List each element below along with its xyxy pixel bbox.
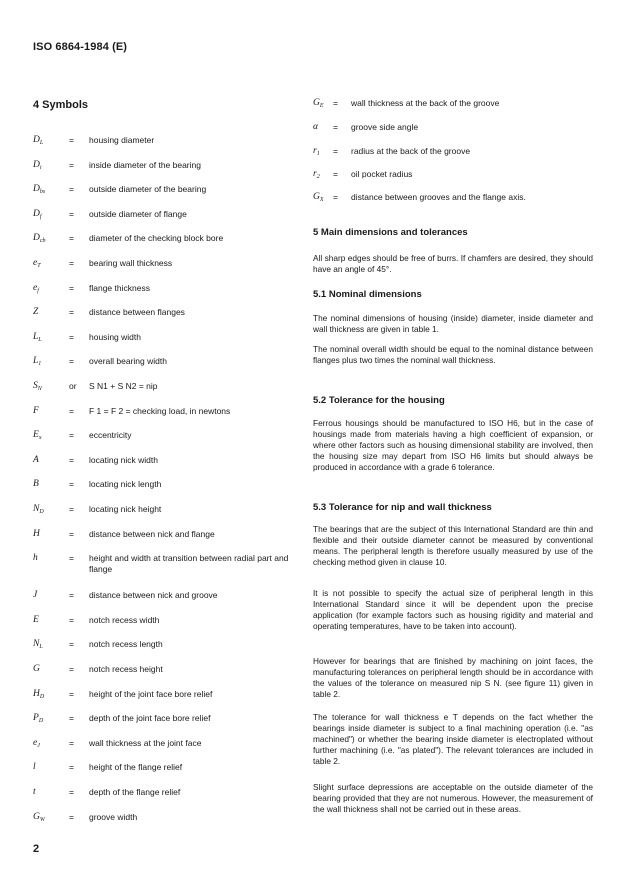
symbol — [33, 787, 67, 798]
symbol-description: height of the flange relief — [89, 762, 183, 773]
symbol-subscript: L — [38, 336, 42, 343]
symbol-subscript: 2 — [316, 174, 320, 180]
symbol-letter: H — [33, 528, 40, 539]
symbol-letter: L — [33, 356, 39, 367]
equals-sign: = — [69, 688, 74, 699]
symbol-description: locating nick height — [89, 504, 162, 514]
symbol-description: oil pocket radius — [351, 169, 413, 179]
symbol-letter: r — [313, 169, 317, 179]
symbol-letter: A — [33, 454, 39, 465]
symbol-subscript: 1 — [316, 151, 320, 157]
symbols-column — [33, 99, 295, 823]
equals-sign: = — [69, 811, 74, 822]
symbol — [33, 135, 67, 149]
equals-sign: = — [69, 664, 74, 674]
equals-sign: = — [69, 331, 74, 342]
symbol-description: outside diameter of the bearing — [89, 184, 207, 195]
section-heading: 5.1 Nominal dimensions — [313, 289, 422, 300]
section-paragraph: All sharp edges should be free of burrs. If chamfers are desired, they should have an angle of 45°. — [313, 253, 593, 274]
symbol — [33, 553, 67, 564]
symbol-letter: G — [33, 811, 40, 822]
symbol-subscript: D — [39, 693, 45, 700]
symbol-subscript: bs — [39, 189, 46, 196]
symbol-description: distance between nick and flange — [89, 528, 215, 539]
symbol — [33, 356, 67, 370]
symbol-letter: B — [33, 479, 39, 490]
symbol-description: inside diameter of the bearing — [89, 159, 201, 170]
symbol-letter: N — [33, 504, 40, 514]
symbol-description: outside diameter of flange — [89, 208, 187, 219]
section-paragraph: The nominal overall width should be equal to the nominal distance between flanges plus two times the nominal wall thickness. — [313, 344, 593, 365]
symbol — [33, 430, 67, 444]
symbol-description: bearing wall thickness — [89, 258, 173, 268]
equals-sign: = — [69, 159, 74, 170]
symbol-subscript: x — [38, 435, 42, 442]
symbol-subscript: i — [39, 164, 42, 171]
equals-sign: = — [333, 169, 338, 179]
symbol-letter: S — [33, 381, 38, 391]
symbol-description: height and width at transition between radial part and flange — [89, 553, 289, 575]
symbol-letter: G — [33, 664, 40, 674]
symbol-letter: r — [313, 146, 317, 156]
equals-sign: = — [69, 454, 74, 465]
symbol-letter: D — [33, 159, 40, 170]
symbol-description: flange thickness — [89, 282, 150, 293]
symbol-subscript: L — [39, 140, 44, 146]
symbol-subscript: E — [319, 103, 324, 109]
symbol-description: diameter of the checking block bore — [89, 233, 224, 244]
symbol-subscript: X — [319, 197, 324, 203]
symbol-letter: l — [33, 762, 36, 773]
symbol — [33, 381, 67, 395]
equals-sign: = — [69, 135, 74, 145]
equals-sign: = — [69, 528, 74, 539]
equals-sign: = — [333, 122, 338, 132]
equals-sign: = — [69, 737, 74, 748]
symbol-letter: L — [33, 331, 39, 342]
section-paragraph: The bearings that are the subject of this International Standard are thin and flexible and their outside diameter cannot be measured by conventional means. The peripheral length is therefore usually measured by use of the checking method given in clause 10. — [313, 524, 593, 567]
symbol-description: wall thickness at the back of the groove — [351, 98, 500, 108]
symbol — [33, 664, 67, 675]
symbol-subscript: W — [39, 816, 45, 823]
symbol-letter: F — [33, 405, 39, 416]
equals-sign: = — [69, 307, 74, 318]
symbol-description: groove width — [89, 811, 138, 822]
symbol-description: eccentricity — [89, 430, 132, 441]
equals-sign: = — [69, 504, 74, 514]
symbol-description: notch recess height — [89, 664, 163, 674]
symbol — [33, 689, 67, 703]
equals-sign: = — [69, 590, 74, 601]
symbol-subscript: N — [37, 386, 42, 392]
symbol-description: depth of the joint face bore relief — [89, 713, 211, 724]
section-paragraph: It is not possible to specify the actual size of peripheral length in this International Standard since it will be dependent upon the precise application (for example factors such as housing rigidity and material and operating temperatures, have to be taken into account). — [313, 588, 593, 631]
symbol — [33, 332, 67, 346]
symbol — [33, 713, 67, 727]
equals-sign: or — [69, 381, 77, 391]
symbol-subscript: cb — [39, 238, 46, 245]
symbol-subscript: D — [38, 718, 44, 725]
symbol-letter: e — [33, 258, 38, 268]
symbol — [33, 762, 67, 773]
symbol-description: radius at the back of the groove — [351, 146, 471, 156]
section-paragraph: The nominal dimensions of housing (inside) diameter, inside diameter and wall thickness are given in table 1. — [313, 313, 593, 334]
section-heading: 5 Main dimensions and tolerances — [313, 227, 468, 238]
equals-sign: = — [69, 430, 74, 441]
symbol — [33, 209, 67, 223]
symbol-letter: H — [33, 688, 40, 699]
section-heading: 5.3 Tolerance for nip and wall thickness — [313, 502, 492, 513]
symbol-subscript: J — [37, 742, 40, 749]
symbol-subscript: f — [39, 213, 42, 220]
page-number: 2 — [33, 843, 40, 855]
equals-sign: = — [69, 258, 74, 268]
symbol-letter: N — [33, 639, 40, 650]
symbol-description: notch recess width — [89, 614, 160, 625]
equals-sign: = — [69, 184, 74, 195]
symbol-description: height of the joint face bore relief — [89, 688, 213, 699]
symbol-description: overall bearing width — [89, 356, 167, 367]
equals-sign: = — [69, 208, 74, 219]
symbol-description: locating nick length — [89, 479, 162, 490]
symbol-description: S N1 + S N2 = nip — [89, 381, 158, 391]
symbol — [33, 504, 67, 518]
symbol-subscript: D — [39, 509, 44, 515]
section-paragraph: The tolerance for wall thickness e T depends on the fact whether the bearings inside diameter is subject to a final machining operation (i.e. "as machined") or whether the bearing inside diameter is electroplated without further machining (i.e. "as plated"). The relevant tolerances are included in table 2. — [313, 712, 593, 766]
symbol-letter: D — [33, 233, 40, 244]
symbol-description: distance between grooves and the flange axis. — [351, 192, 526, 202]
symbol — [33, 529, 67, 540]
section-paragraph: However for bearings that are finished by machining on joint faces, the manufacturing tolerances on peripheral length should be in accordance with the values of the tolerance on measured nip S N. (see figure 11) given in table 2. — [313, 656, 593, 699]
equals-sign: = — [333, 98, 338, 108]
symbol-subscript: L — [39, 644, 43, 651]
symbol — [33, 283, 67, 297]
equals-sign: = — [69, 553, 74, 564]
symbol — [33, 639, 67, 653]
symbol — [33, 479, 67, 490]
symbol-description: distance between nick and groove — [89, 590, 218, 601]
symbol-letter: D — [33, 208, 40, 219]
symbol — [33, 307, 67, 318]
symbol-description: groove side angle — [351, 122, 419, 132]
symbol-description: housing width — [89, 331, 141, 342]
symbol-letter: α — [313, 122, 318, 132]
symbol — [33, 184, 67, 198]
equals-sign: = — [333, 146, 338, 156]
symbol — [33, 233, 67, 247]
symbol-letter: G — [313, 192, 320, 202]
equals-sign: = — [69, 713, 74, 724]
symbol-description: locating nick width — [89, 454, 158, 465]
page-header: ISO 6864-1984 (E) — [33, 41, 128, 53]
symbol-description: notch recess length — [89, 639, 163, 650]
symbol-letter: D — [33, 184, 40, 195]
symbol-letter: E — [33, 614, 39, 625]
symbol — [33, 258, 67, 272]
symbol-description: distance between flanges — [89, 307, 185, 318]
equals-sign: = — [69, 356, 74, 367]
symbol — [33, 812, 67, 826]
symbol-subscript: f — [37, 287, 39, 294]
equals-sign: = — [69, 762, 74, 773]
symbol-description: housing diameter — [89, 135, 155, 145]
equals-sign: = — [69, 639, 74, 650]
symbol-description: depth of the flange relief — [89, 787, 181, 797]
equals-sign: = — [333, 192, 338, 202]
symbol-letter: E — [33, 430, 39, 441]
equals-sign: = — [69, 233, 74, 244]
symbol — [33, 455, 67, 466]
symbol-description: F 1 = F 2 = checking load, in newtons — [89, 405, 231, 416]
section-paragraph: Slight surface depressions are acceptable on the outside diameter of the bearing provided that they are not numerous. However, the measurement of the wall thickness shall not be carried out in these areas. — [313, 782, 593, 814]
equals-sign: = — [69, 405, 74, 416]
symbol — [33, 590, 67, 601]
symbol-letter: e — [33, 282, 38, 293]
symbols-heading: 4 Symbols — [33, 99, 89, 111]
symbol-description: wall thickness at the joint face — [89, 737, 202, 748]
symbol — [33, 738, 67, 752]
equals-sign: = — [69, 282, 74, 293]
symbol — [33, 160, 67, 174]
symbol-letter: t — [33, 787, 36, 797]
symbol-subscript: 1 — [38, 361, 42, 368]
symbol — [33, 406, 67, 417]
symbol-letter: e — [33, 737, 38, 748]
symbol-letter: P — [33, 713, 39, 724]
section-paragraph: Ferrous housings should be manufactured to ISO H6, but in the case of housings made from materials having a high coefficient of expansion, or where other factors such as housing dimensional stability are involved, then the housing size may depart from ISO H6 limits but should always be produced in accordance with a grade 6 tolerance. — [313, 418, 593, 472]
equals-sign: = — [69, 787, 74, 797]
section-heading: 5.2 Tolerance for the housing — [313, 395, 445, 406]
symbol — [33, 615, 67, 626]
equals-sign: = — [69, 479, 74, 490]
symbol-subscript: T — [37, 263, 41, 269]
equals-sign: = — [69, 614, 74, 625]
symbol-letter: h — [33, 553, 38, 564]
symbol-letter: D — [33, 135, 40, 145]
symbol-letter: Z — [33, 307, 39, 318]
symbol-letter: J — [33, 590, 38, 601]
symbol-letter: G — [313, 98, 320, 108]
